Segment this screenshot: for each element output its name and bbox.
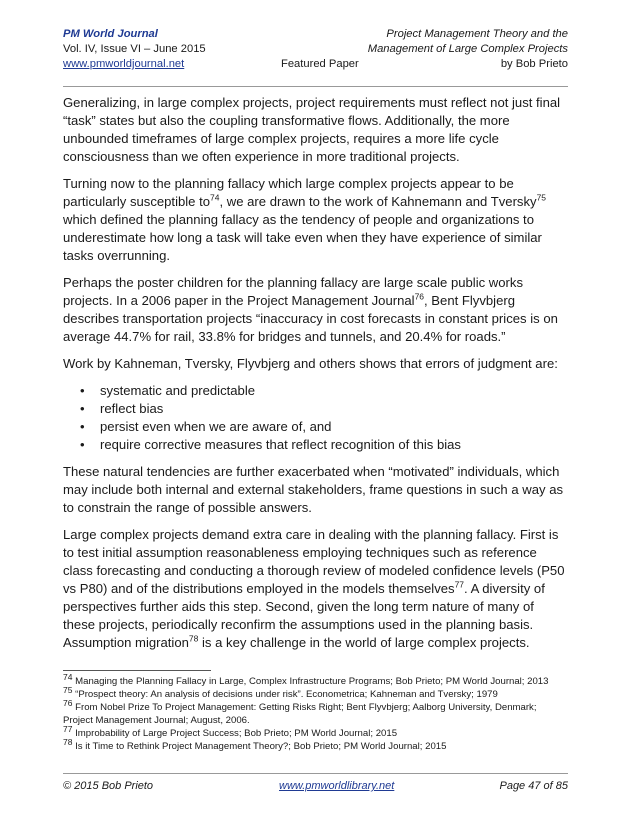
list-item: [63, 418, 568, 436]
list-item: [63, 400, 568, 418]
paper-title-line2: Management of Large Complex Projects: [367, 43, 568, 55]
library-link[interactable]: www.pmworldlibrary.net: [279, 780, 395, 792]
paragraph-4: Work by Kahneman, Tversky, Flyvbjerg and others shows that errors of judgment are:: [63, 356, 558, 371]
list-item-text: reflect bias: [100, 401, 164, 416]
footnote-ref-78: 78: [188, 633, 199, 644]
page-header: [63, 27, 568, 82]
list-item-text: systematic and predictable: [100, 383, 256, 398]
bullet-list: [63, 382, 568, 454]
paragraph-6-text-a: Large complex projects demand extra care in dealing with the planning fallacy. First is to test initial assumption reasonableness employing techniques such as reference class forecasting and conducting a thorough review of modeled confidence levels (P50 vs P80) and of the distributions employed in the models themselves: [63, 527, 565, 596]
bullet-icon: •: [80, 383, 85, 398]
journal-link[interactable]: www.pmworldjournal.net: [63, 58, 185, 70]
footnote-number: 76: [63, 697, 73, 708]
footnote-76: [63, 697, 568, 727]
paragraph-6-text-c: is a key challenge in the world of large complex projects.: [198, 635, 530, 650]
footnote-text: Managing the Planning Fallacy in Large, Complex Infrastructure Programs; Bob Prieto; PM World Journal; 2013: [72, 676, 549, 687]
footnote-text: Improbability of Large Project Success; Bob Prieto; PM World Journal; 2015: [72, 728, 398, 739]
paragraph-3: [63, 274, 568, 346]
footnote-number: 75: [63, 684, 73, 695]
footnote-number: 78: [63, 736, 73, 747]
paragraph-2-text-c: which defined the planning fallacy as the tendency of people and organizations to underestimate how long a task will take even when they have experience of similar tasks overrunning.: [63, 212, 542, 263]
footnote-text: “Prospect theory: An analysis of decisions under risk”. Econometrica; Kahneman and Tversky; 1979: [72, 689, 498, 700]
paragraph-3-text-a: Perhaps the poster children for the planning fallacy are large scale public works projects. In a 2006 paper in the Project Management Journal: [63, 275, 523, 308]
bullet-icon: •: [80, 401, 85, 416]
paragraph-1: Generalizing, in large complex projects, project requirements must reflect not just final “task” states but also the coupling transformative flows. Additionally, the more unbounded timeframes of large complex projects, requires a more life cycle consciousness than we often experience in more traditional projects.: [63, 95, 561, 164]
list-item: [63, 436, 568, 454]
paragraph-3-text-b: , Bent Flyvbjerg describes transportation projects “inaccuracy in cost forecasts in constant prices is on average 44.7% for rail, 33.8% for bridges and tunnels, and 20.4% for roads.”: [63, 293, 558, 344]
copyright: © 2015 Bob Prieto: [63, 780, 154, 792]
paper-title-line1: Project Management Theory and the: [386, 28, 568, 40]
journal-name: PM World Journal: [63, 28, 158, 40]
footnote-ref-74: 74: [210, 192, 220, 203]
section-label: Featured Paper: [281, 58, 359, 70]
bullet-icon: •: [80, 437, 85, 452]
footnote-text: From Nobel Prize To Project Management: Getting Risks Right; Bent Flyvbjerg; Aalborg University, Denmark; Project Management Journal; August, 2006.: [63, 702, 537, 726]
footnote-74: [63, 671, 568, 688]
footnote-75: [63, 684, 568, 701]
article-body: [63, 94, 568, 661]
issue-info: Vol. IV, Issue VI – June 2015: [63, 43, 206, 55]
footnote-ref-77: 77: [454, 579, 465, 590]
footnote-number: 74: [63, 671, 73, 682]
page-number: Page 47 of 85: [499, 780, 568, 792]
footer-divider: [63, 773, 568, 774]
paragraph-2: [63, 175, 568, 265]
bullet-icon: •: [80, 419, 85, 434]
footnote-77: [63, 723, 568, 740]
paragraph-5: These natural tendencies are further exacerbated when “motivated” individuals, which may include both internal and external stakeholders, frame questions in such a way as to constrain the range of possible answers.: [63, 464, 564, 515]
list-item-text: persist even when we are aware of, and: [100, 419, 332, 434]
list-item-text: require corrective measures that reflect recognition of this bias: [100, 437, 461, 452]
paragraph-2-text-a: Turning now to the planning fallacy which large complex projects appear to be particularly susceptible to: [63, 176, 514, 209]
footnote-78: [63, 736, 568, 753]
author-byline: by Bob Prieto: [500, 58, 568, 70]
footnotes: [63, 671, 568, 753]
paragraph-2-text-b: , we are drawn to the work of Kahnemann and Tversky: [219, 194, 537, 209]
footnote-text: Is it Time to Rethink Project Management Theory?; Bob Prieto; PM World Journal; 2015: [72, 741, 447, 752]
header-divider: [63, 86, 568, 87]
footnote-ref-76: 76: [414, 291, 425, 302]
paragraph-6: [63, 526, 568, 652]
page-footer: [63, 780, 568, 794]
footnote-number: 77: [63, 723, 73, 734]
paragraph-6-text-b: . A diversity of perspectives further aids this step. Second, given the long term nature of many of these projects, periodically reconfirm the assumptions used in the planning basis. Assumption migration: [63, 581, 545, 650]
list-item: [63, 382, 568, 400]
footnote-divider: [63, 670, 211, 671]
footnote-ref-75: 75: [536, 192, 547, 203]
